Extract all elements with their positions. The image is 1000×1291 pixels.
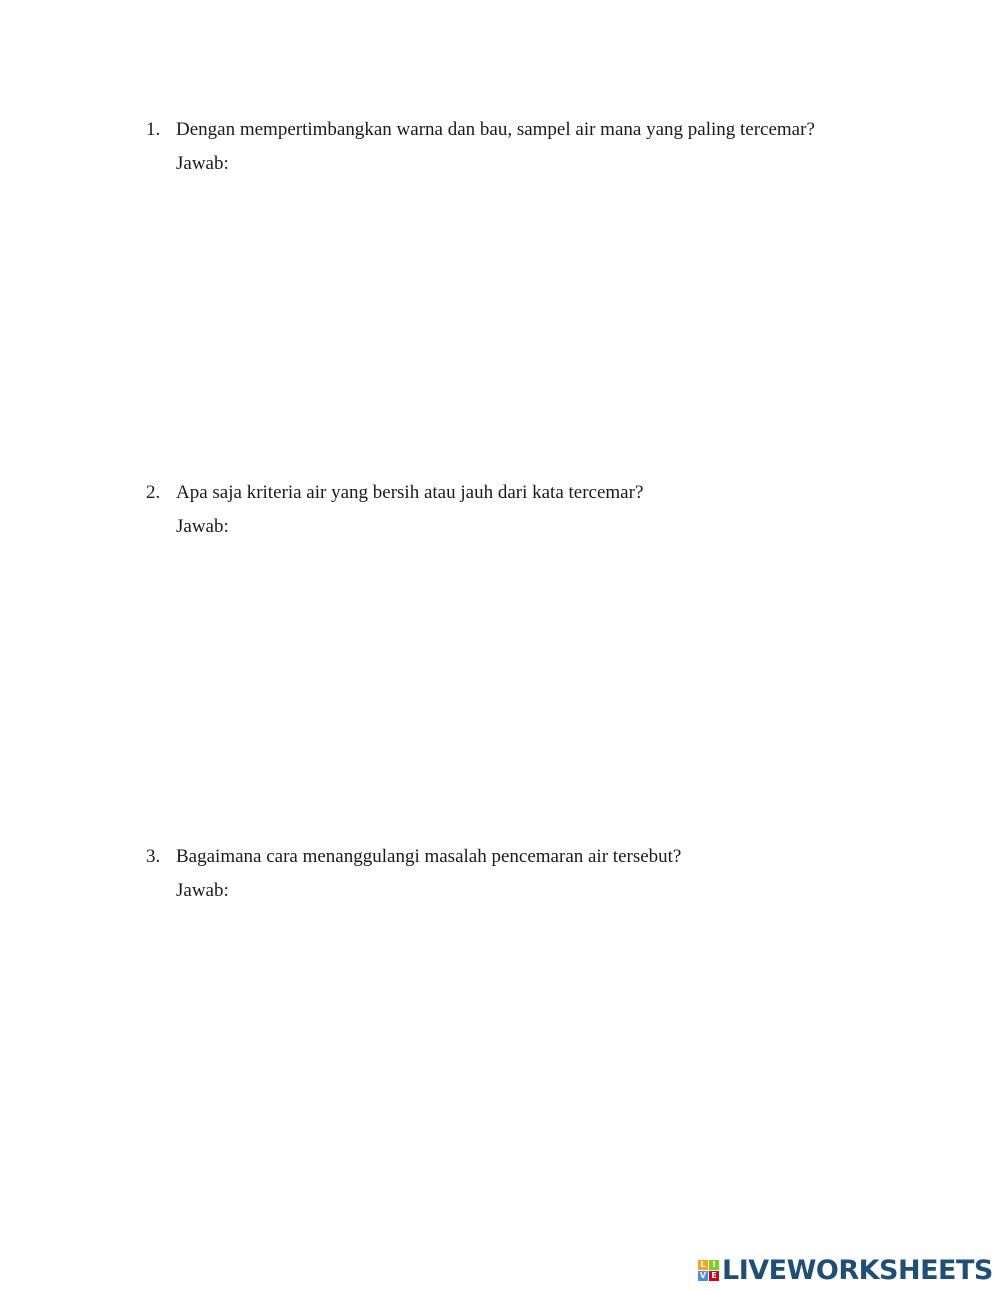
question-1-text: Dengan mempertimbangkan warna dan bau, sampel air mana yang paling tercemar? <box>176 119 815 140</box>
question-3-number: 3. <box>146 846 161 867</box>
question-1-number: 1. <box>146 119 161 140</box>
question-1-answer-label: Jawab: <box>176 153 229 174</box>
logo-letter-v: V <box>699 1270 707 1280</box>
liveworksheets-logo <box>698 1255 993 1285</box>
question-1-answer-field[interactable] <box>176 182 876 462</box>
question-3-text: Bagaimana cara menanggulangi masalah pencemaran air tersebut? <box>176 846 682 867</box>
question-2-prompt <box>146 481 643 505</box>
brand-name: LIVEWORKSHEETS <box>722 1254 993 1286</box>
question-2-answer-field[interactable] <box>176 545 876 825</box>
question-2-text: Apa saja kriteria air yang bersih atau jauh dari kata tercemar? <box>176 482 644 503</box>
question-2-number: 2. <box>146 482 161 503</box>
question-3-answer-field[interactable] <box>176 909 876 1189</box>
logo-icon <box>698 1260 719 1281</box>
question-3-answer-label: Jawab: <box>176 880 229 901</box>
logo-letter-i: I <box>709 1260 719 1270</box>
question-2-answer-label: Jawab: <box>176 516 229 537</box>
question-1-prompt <box>146 118 815 142</box>
logo-letter-l: L <box>698 1260 708 1270</box>
question-3-prompt <box>146 845 681 869</box>
logo-letter-e: E <box>709 1271 719 1281</box>
